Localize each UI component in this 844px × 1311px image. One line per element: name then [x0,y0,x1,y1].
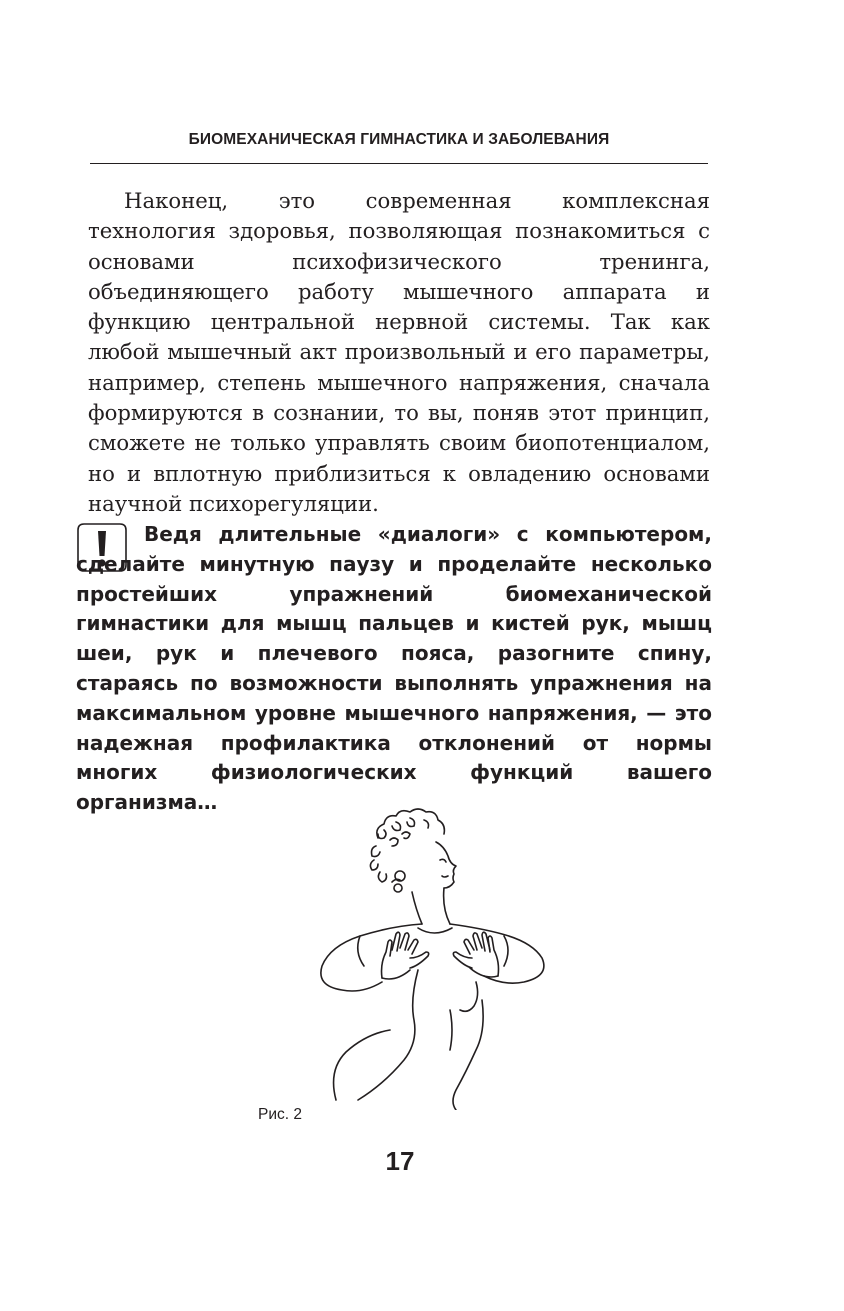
header-rule [90,163,708,164]
figure-caption: Рис. 2 [258,1106,302,1123]
warning-note: Ведя длительные «диалоги» с компьютером, сделайте минутную паузу и проделайте несколько простейших упражнений биомеханической гимнастики для мышц пальцев и кистей рук, мышц шеи, рук и плечевого пояса, разогните спину, стараясь по возможности выполнять упражнения на максимальном уровне мышечного напряжения, — это надежная профилактика отклонений от нормы многих физиологических функций вашего организма… [76,522,712,815]
exercise-illustration [300,800,570,1110]
running-header: БИОМЕХАНИЧЕСКАЯ ГИМНАСТИКА И ЗАБОЛЕВАНИЯ [188,131,610,148]
body-paragraph: Наконец, это современная комплексная технология здоровья, позволяющая познакомиться с основами психофизического тренинга, объединяющего работу мышечного аппарата и функцию центральной нервной системы. Так как любой мышечный акт произвольный и его параметры, например, степень мышечного напряжения, сначала формируются в сознании, то вы, поняв этот принцип, сможете не только управлять своим биопотенциалом, но и вплотную приблизиться к овладению основами научной психорегуляции. [88,188,710,516]
page-number: 17 [385,1146,415,1176]
